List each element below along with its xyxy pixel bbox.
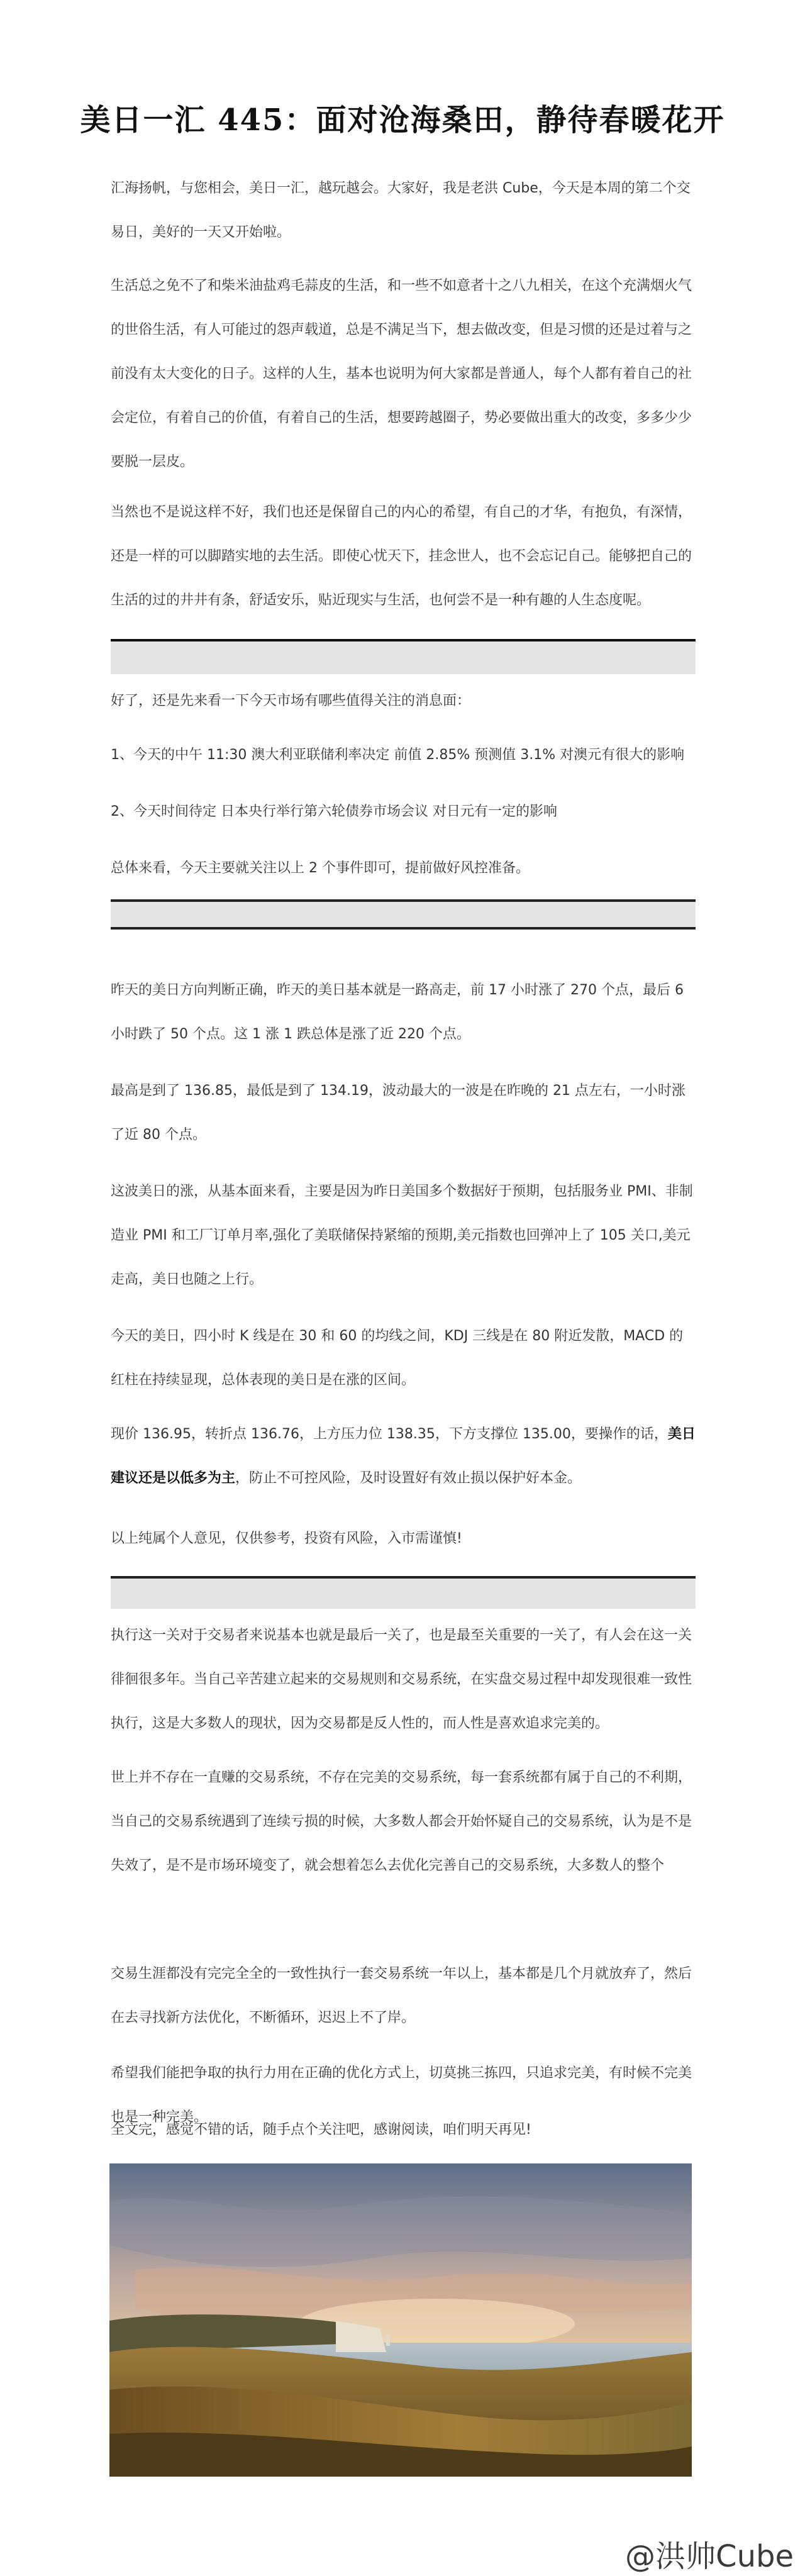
news-item-1: 1、今天的中午 11:30 澳大利亚联储利率决定 前值 2.85% 预测值 3.1% 对澳元有很大的影响 (111, 747, 685, 763)
news-summary: 总体来看，今天主要就关注以上 2 个事件即可，提前做好风控准备。 (111, 860, 530, 876)
advice-text-tail: ，防止不可控风险，及时设置好有效止损以保护好本金。 (235, 1470, 582, 1486)
watermark: @洪帅Cube (625, 2539, 794, 2574)
section-divider-1 (111, 639, 696, 674)
advice-text: 现价 136.95，转折点 136.76，上方压力位 138.35，下方支撑位 135.00，要操作的话， (111, 1426, 668, 1442)
section-divider-2 (111, 899, 696, 930)
news-intro: 好了，还是先来看一下今天市场有哪些值得关注的消息面： (111, 693, 471, 709)
system-paragraph-1: 执行这一关对于交易者来说基本也就是最后一关了，也是最至关重要的一关了，有人会在这一关徘徊很多年。当自己辛苦建立起来的交易规则和交易系统，在实盘交易过程中却发现很难一致性执行，这是大多数人的现状，因为交易都是反人性的，而人性是喜欢追求完美的。 (111, 1628, 692, 1731)
ending-paragraph: 全文完，感觉不错的话，随手点个关注吧，感谢阅读，咱们明天再见! (111, 2122, 531, 2138)
section-divider-3 (111, 1576, 696, 1609)
system-paragraph-2: 世上并不存在一直赚的交易系统，不存在完美的交易系统，每一套系统都有属于自己的不利期，当自己的交易系统遇到了连续亏损的时候，大多数人都会开始怀疑自己的交易系统，认为是不是失效了，是不是市场环境变了，就会想着怎么去优化完善自己的交易系统，大多数人的整个 (111, 1770, 692, 1874)
news-item-2: 2、今天时间待定 日本央行举行第六轮债券市场会议 对日元有一定的影响 (111, 804, 557, 819)
system-paragraph-4: 希望我们能把争取的执行力用在正确的优化方式上，切莫挑三拣四，只追求完美，有时候不完美也是一种完美。 (111, 2065, 692, 2125)
advice-paragraph (111, 1413, 696, 1501)
disclaimer: 以上纯属个人意见，仅供参考，投资有风险，入市需谨慎! (111, 1531, 462, 1546)
life-paragraph-1: 生活总之免不了和柴米油盐鸡毛蒜皮的生活，和一些不如意者十之八九相关，在这个充满烟火气的世俗生活，有人可能过的怨声载道，总是不满足当下，想去做改变，但是习惯的还是过着与之前没有太大变化的日子。这样的人生，基本也说明为何大家都是普通人，每个人都有着自己的社会定位，有着自己的价值，有着自己的生活，想要跨越圈子，势必要做出重大的改变，多多少少要脱一层皮。 (111, 278, 692, 470)
review-paragraph-1: 昨天的美日方向判断正确，昨天的美日基本就是一路高走，前 17 小时涨了 270 个点，最后 6 小时跌了 50 个点。这 1 涨 1 跌总体是涨了近 220 个点。 (111, 982, 684, 1042)
review-paragraph-4: 今天的美日，四小时 K 线是在 30 和 60 的均线之间，KDJ 三线是在 80 附近发散，MACD 的红柱在持续显现，总体表现的美日是在涨的区间。 (111, 1328, 684, 1388)
landscape-photo (109, 2163, 692, 2477)
review-paragraph-2: 最高是到了 136.85，最低是到了 134.19，波动最大的一波是在昨晚的 21 点左右，一小时涨了近 80 个点。 (111, 1083, 686, 1143)
intro-paragraph: 汇海扬帆，与您相会，美日一汇，越玩越会。大家好，我是老洪 Cube，今天是本周的第二个交易日，美好的一天又开始啦。 (111, 180, 691, 240)
article-title: 美日一汇 445：面对沧海桑田，静待春暖花开 (80, 103, 725, 138)
life-paragraph-2: 当然也不是说这样不好，我们也还是保留自己的内心的希望，有自己的才华，有抱负，有深情，还是一样的可以脚踏实地的去生活。即使心忧天下，挂念世人，也不会忘记自己。能够把自己的生活的过的井井有条，舒适安乐，贴近现实与生活，也何尝不是一种有趣的人生态度呢。 (111, 504, 692, 608)
advice-highlight: 美日建议还是以低多为主 (111, 1426, 696, 1486)
review-paragraph-3: 这波美日的涨，从基本面来看，主要是因为昨日美国多个数据好于预期，包括服务业 PMI、非制造业 PMI 和工厂订单月率,强化了美联储保持紧缩的预期,美元指数也回弹冲上了 105 关口,美元走高，美日也随之上行。 (111, 1184, 693, 1287)
system-paragraph-3: 交易生涯都没有完完全全的一致性执行一套交易系统一年以上，基本都是几个月就放弃了，然后在去寻找新方法优化，不断循环，迟迟上不了岸。 (111, 1966, 692, 2026)
